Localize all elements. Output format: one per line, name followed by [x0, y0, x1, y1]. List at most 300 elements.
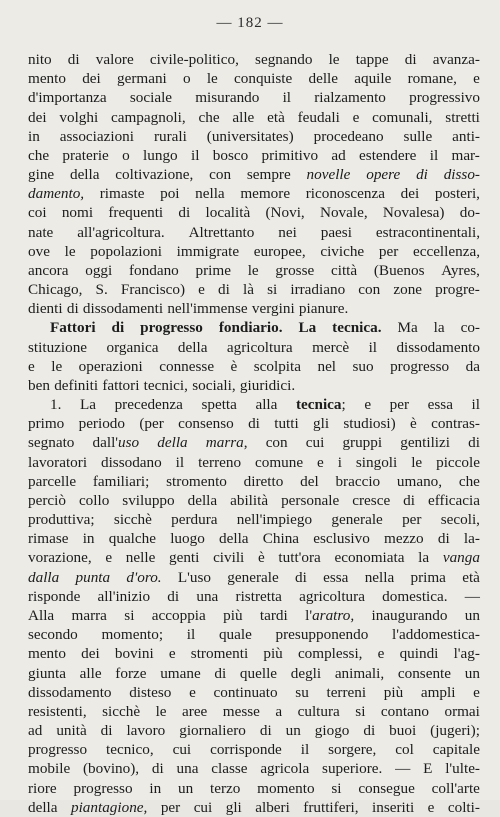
text-word: tecnico, [106, 741, 154, 759]
text-word: gine [28, 166, 55, 184]
text-word: connesse [159, 357, 215, 375]
text-word: Ma [397, 319, 418, 337]
text-word: diretto [243, 472, 284, 490]
text-word: sociale [129, 89, 173, 107]
text-word: campagnoli, [111, 108, 186, 126]
text-word: prima [410, 568, 446, 586]
text-word: di [111, 319, 125, 337]
text-word: domestica. [382, 587, 448, 605]
text-word: e [473, 70, 480, 88]
text-word: consenso [178, 415, 234, 433]
text-word: il [175, 453, 185, 471]
text-line [28, 548, 480, 567]
text-word: di [259, 722, 272, 740]
text-word: rurali [153, 127, 187, 145]
text-word: procedeano [313, 127, 384, 145]
text-word: messe [222, 702, 260, 720]
text-word: coi [28, 204, 47, 222]
text-word: nate [28, 223, 54, 241]
text-word: accoppia [151, 606, 206, 624]
text-word: cresce [352, 491, 391, 509]
text-word: il [368, 338, 378, 356]
text-word: valore [95, 51, 134, 68]
text-word: progresso [390, 357, 450, 375]
text-word: della [69, 166, 100, 184]
text-word: ben [28, 376, 50, 394]
text-word: perciò [28, 491, 66, 509]
text-word: terreno [198, 453, 242, 471]
text-word: Fattori [50, 319, 96, 337]
text-word: comune [255, 453, 304, 471]
text-word: civiche [320, 242, 365, 260]
text-word: E [423, 760, 433, 778]
text-word: della [219, 530, 249, 548]
text-word: aquile [354, 70, 392, 88]
text-word: e [168, 645, 176, 663]
text-word: vanga [442, 549, 480, 567]
text-line [28, 759, 480, 778]
text-line [28, 414, 480, 433]
text-word: prime [195, 261, 231, 279]
text-word: resistenti, [28, 702, 87, 720]
text-word: le [328, 51, 340, 68]
text-word: coltivazione, [115, 166, 194, 184]
text-word: corrisponde [210, 741, 282, 759]
text-line [28, 568, 480, 587]
text-word-part: ; [341, 396, 346, 414]
text-line [28, 606, 480, 625]
text-word-part: l' [305, 606, 313, 624]
text-word: nella [195, 185, 225, 203]
text-word: lavoratori [28, 453, 88, 471]
text-line [28, 165, 480, 184]
text-word: più [223, 606, 243, 624]
text-word: collo [78, 491, 110, 509]
text-word: anti- [452, 127, 480, 145]
text-word: per [378, 242, 399, 260]
text-word: mar- [451, 146, 480, 164]
text-line [28, 88, 480, 107]
text-word: età [462, 568, 480, 586]
text-word: nel [317, 357, 337, 375]
text-word: giunta [28, 664, 66, 682]
text-word: le [411, 453, 423, 471]
text-word: singoli [355, 453, 398, 471]
text-word: l'ag- [453, 645, 480, 663]
text-word: giuridici. [239, 376, 296, 394]
text-word: di [403, 491, 415, 509]
text-word-part: tecnica [295, 396, 342, 414]
text-word: o [183, 70, 191, 88]
text-word: la- [463, 530, 480, 548]
text-word: fondiario. [218, 319, 283, 337]
text-word: progre- [435, 281, 480, 299]
text-word: tutti [274, 415, 299, 433]
text-word: (per [139, 415, 164, 433]
text-word: La [298, 319, 317, 337]
text-word: europee, [253, 242, 306, 260]
text-line [28, 664, 480, 683]
text-word: umane [160, 664, 201, 682]
text-word: dei [82, 70, 101, 88]
text-word: consente [397, 664, 452, 682]
text-word: dissodamenti [82, 300, 164, 318]
text-word: una [176, 760, 199, 778]
text-word: punta [75, 568, 111, 586]
text-line [28, 529, 480, 548]
text-word: popolazioni [90, 242, 162, 260]
text-line [28, 318, 480, 337]
text-word: personale [281, 491, 340, 509]
text-word: perdura [171, 511, 218, 529]
text-word: che [198, 108, 220, 126]
text-word: sociali, [192, 376, 236, 394]
text-line [28, 740, 480, 759]
text-word: di [67, 51, 80, 68]
text-word: grosse [275, 261, 315, 279]
text-word: di [437, 530, 450, 548]
text-word: agricoltura [226, 338, 293, 356]
text-word: in [82, 530, 95, 548]
text-word: lungo [143, 146, 178, 164]
text-word: è [410, 415, 417, 433]
text-line [28, 146, 480, 165]
text-word: paesi [320, 223, 352, 241]
text-word: (universitates) [206, 127, 294, 145]
text-word: generale [227, 568, 279, 586]
text-word: primo [28, 415, 65, 433]
text-word: e [427, 798, 435, 816]
text-word: (Novi, [265, 204, 305, 222]
text-word: posteri, [434, 185, 480, 203]
text-word: consegue [358, 779, 415, 797]
text-word: comunali, [372, 108, 433, 126]
text-word: è [257, 549, 265, 567]
text-word: di [248, 415, 260, 433]
text-line [28, 472, 480, 491]
text-line [28, 683, 480, 702]
text-word: tardi [259, 606, 288, 624]
text-word: un [285, 722, 301, 740]
text-word: degli [290, 664, 322, 682]
text-word: e [352, 108, 360, 126]
text-word: riconoscenza [305, 185, 385, 203]
text-word: giornaliero [179, 722, 246, 740]
text-word: progresso [28, 741, 88, 759]
text-word: quale [218, 626, 252, 644]
text-word: di [218, 281, 230, 299]
text-word: fattori [102, 376, 140, 394]
text-word: di [404, 51, 417, 68]
text-word: i [337, 453, 342, 471]
text-word: si [267, 281, 278, 299]
text-word: di [363, 722, 376, 740]
text-word: di [100, 722, 113, 740]
text-word: e [198, 281, 205, 299]
text-word: momento; [101, 626, 164, 644]
text-line [28, 376, 480, 395]
text-word: dienti [28, 300, 63, 318]
text-word: nella [364, 568, 395, 586]
text-word: definiti [54, 376, 99, 394]
text-word: luogo [170, 530, 205, 548]
text-word: di [468, 434, 480, 452]
text-word: città [330, 261, 358, 279]
text-word: scolpita [253, 357, 301, 375]
text-word: organica [106, 338, 159, 356]
text-line [28, 587, 480, 606]
text-word: qualche [108, 530, 156, 548]
text-word: e [377, 645, 385, 663]
text-word: braccio [335, 472, 381, 490]
text-line [28, 242, 480, 261]
text-word: segnando [255, 51, 313, 68]
text-word: a [275, 702, 283, 720]
text-line [28, 510, 480, 529]
text-word: di [151, 760, 164, 778]
text-word: con [358, 281, 381, 299]
text-word: studiosi) [343, 415, 396, 433]
text-word: di [416, 166, 428, 184]
text-word: estracontinentali, [375, 223, 480, 241]
text-word-part: aratro, [312, 606, 355, 624]
text-line [28, 280, 480, 299]
text-word: sorgere, [328, 741, 377, 759]
text-word: Novalesa) [382, 204, 445, 222]
text-word: capitale [432, 741, 480, 759]
text-line [28, 433, 480, 452]
text-word: mento [28, 70, 66, 88]
text-word: dei [81, 645, 100, 663]
text-line [28, 395, 480, 414]
text-word: giogo [314, 722, 350, 740]
text-word-part: dall' [92, 434, 119, 452]
text-line [28, 69, 480, 88]
text-word: Novale, [319, 204, 368, 222]
text-line [28, 453, 480, 472]
text-word: cui [193, 798, 213, 816]
text-word: e [364, 396, 372, 414]
text-word: gentilizi [400, 434, 450, 452]
text-word: fondano [128, 261, 179, 279]
text-word: secoli, [440, 511, 480, 529]
text-word: della [177, 338, 208, 356]
text-word: col [395, 741, 414, 759]
text-word: stituzione [28, 338, 88, 356]
text-word: e [105, 549, 113, 567]
text-word: d'oro. [126, 568, 162, 586]
text-word: immigrate [176, 242, 240, 260]
text-word: dei [28, 108, 47, 126]
text-word: un [464, 664, 480, 682]
text-word: sicchè [102, 702, 141, 720]
text-word: forze [115, 664, 147, 682]
text-word: Chicago, [28, 281, 83, 299]
text-word: disso- [443, 166, 480, 184]
text-word: dalla [28, 568, 60, 586]
text-word: alberi [255, 798, 290, 816]
text-word: coll'arte [431, 779, 480, 797]
text-line [28, 299, 480, 318]
text-word: civile-politico, [149, 51, 239, 68]
text-word: cultura [297, 702, 340, 720]
text-word: poi [160, 185, 180, 203]
text-word: (Buenos [373, 261, 425, 279]
text-word: riore [28, 779, 57, 797]
text-word: do- [459, 204, 480, 222]
text-line [28, 127, 480, 146]
text-word: le [206, 70, 218, 88]
text-word: sicchè [113, 511, 152, 529]
text-word: gli [225, 798, 242, 816]
text-word: si [331, 779, 342, 797]
text-word: superiore. [322, 760, 383, 778]
text-word: terzo [210, 779, 241, 797]
text-word: periodo [78, 415, 125, 433]
text-word: suo [352, 357, 374, 375]
text-word: civili [213, 549, 245, 567]
text-word: tecnica. [332, 319, 382, 337]
text-line [28, 721, 480, 740]
text-word: piantagione, [70, 798, 148, 816]
text-word: familiari; [92, 472, 150, 490]
text-word-part: , [243, 434, 248, 452]
text-word: feudali [297, 108, 340, 126]
text-word: L'uso [177, 568, 211, 586]
text-word: (bovino), [82, 760, 140, 778]
text-word: progresso [140, 319, 203, 337]
text-word: della [157, 434, 188, 452]
text-word: il [429, 146, 439, 164]
text-word: rimase [28, 530, 69, 548]
text-word: nell'impiego [236, 511, 313, 529]
text-word: economiata [334, 549, 405, 567]
text-word: umano, [396, 472, 443, 490]
text-word: stromento [166, 472, 227, 490]
text-word: gli [313, 415, 330, 433]
text-word: 1. [50, 396, 62, 414]
text-word: S. [95, 281, 108, 299]
text-word: classe [211, 760, 248, 778]
text-line [28, 50, 480, 69]
text-word: ove [28, 242, 50, 260]
text-word: associazioni [59, 127, 134, 145]
text-word: della [187, 491, 218, 509]
text-word: unità [56, 722, 87, 740]
text-word: più [263, 645, 283, 663]
text-line [28, 338, 480, 357]
text-word: mento [28, 645, 66, 663]
text-word: risponde [28, 587, 81, 605]
text-word: con [209, 166, 232, 184]
text-word: contras- [431, 415, 480, 433]
text-word: volghi [59, 108, 99, 126]
text-word: dissodano [100, 453, 162, 471]
text-word: le [155, 702, 167, 720]
text-word: per [160, 798, 181, 816]
text-word: misurando [195, 89, 260, 107]
text-word: presupponendo [275, 626, 369, 644]
text-word: su [295, 683, 309, 701]
text-line [28, 702, 480, 721]
text-word: e [28, 357, 35, 375]
text-line [28, 261, 480, 280]
text-word: la [433, 319, 445, 337]
text-word: complessi, [297, 645, 363, 663]
text-word: un [178, 779, 194, 797]
text-word: un [464, 606, 480, 624]
text-word: pianure. [298, 300, 349, 318]
text-word: quelle [239, 664, 278, 682]
text-word: le [64, 242, 76, 260]
text-word: efficacia [427, 491, 480, 509]
text-word: mercè [312, 338, 350, 356]
text-word: oggi [85, 261, 113, 279]
text-word: alla [255, 396, 278, 414]
text-word: co- [460, 319, 480, 337]
text-word: il [300, 741, 310, 759]
text-word: zone [393, 281, 423, 299]
text-word: stretti [445, 108, 480, 126]
text-word: alle [232, 108, 255, 126]
text-word: (jugeri); [430, 722, 480, 740]
text-word: China [262, 530, 300, 548]
text-word: dissodamento [28, 683, 112, 701]
text-word: e [317, 453, 324, 471]
text-line [28, 491, 480, 510]
text-word: sulle [403, 127, 433, 145]
text-word: e [473, 683, 480, 701]
text-word [296, 395, 346, 414]
text-word: progresso [73, 779, 133, 797]
text-word: di [167, 587, 180, 605]
text-word [206, 433, 248, 452]
text-word: il [190, 146, 200, 164]
text-word: praterie [62, 146, 109, 164]
text-line [28, 223, 480, 242]
text-word: progressivo [409, 89, 480, 107]
text-word: in [149, 779, 162, 797]
text-word: produttiva; [28, 511, 95, 529]
text-word: là [242, 281, 254, 299]
text-word: vergini [251, 300, 295, 318]
text-line [28, 779, 480, 798]
text-word: località [205, 204, 251, 222]
text-word: in [28, 127, 40, 145]
text-word: La [79, 396, 96, 414]
text-word: buoi [389, 722, 417, 740]
text-word: inseriti [372, 798, 415, 816]
text-word [305, 606, 354, 625]
text-word: marra [71, 606, 107, 624]
text-word: di [214, 664, 227, 682]
text-word: damento, [28, 185, 85, 203]
text-word: eccellenza, [412, 242, 480, 260]
text-word: ristretta [235, 587, 282, 605]
page-number: — 182 — [216, 15, 284, 31]
text-word: bovini [114, 645, 154, 663]
text-word: terreni [326, 683, 367, 701]
text-word: piccole [436, 453, 480, 471]
text-word: mobile [28, 760, 71, 778]
text-word: spetta [201, 396, 237, 414]
text-word: all'agricoltura. [77, 223, 165, 241]
text-word: disteso [129, 683, 172, 701]
text-word: operazioni [78, 357, 143, 375]
text-word: fruttiferi, [303, 798, 359, 816]
text-word: tutt'ora [278, 549, 321, 567]
text-word: agricoltura [299, 587, 365, 605]
